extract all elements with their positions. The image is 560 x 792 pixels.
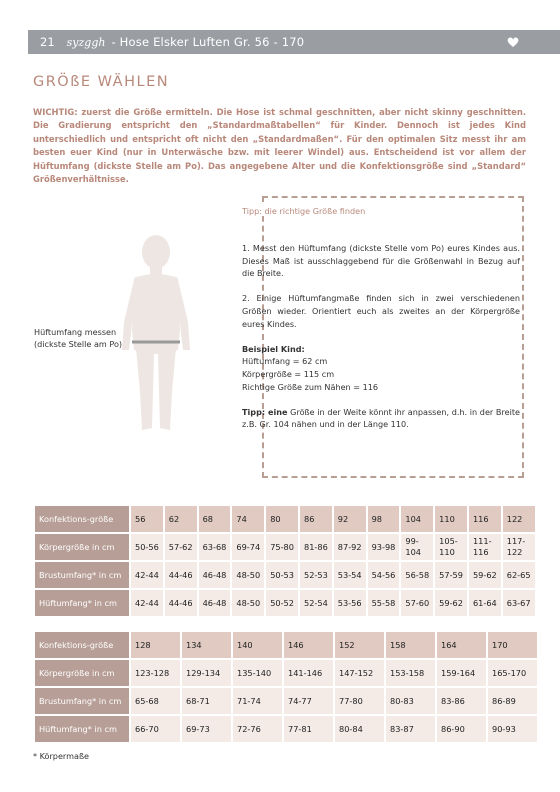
size-table-large	[33, 630, 539, 744]
document-title: - Hose Elsker Luften Gr. 56 - 170	[111, 35, 305, 49]
table-cell: 83-86	[437, 688, 486, 714]
example-line-3: Richtige Größe zum Nähen = 116	[242, 381, 379, 392]
table-cell: 72-76	[233, 716, 282, 742]
table-cell: 46-48	[199, 562, 231, 588]
table-cell: 59-62	[435, 590, 467, 616]
table-cell: 122	[503, 506, 535, 532]
example-line-1: Hüftumfang = 62 cm	[242, 356, 328, 367]
table-cell: 71-74	[233, 688, 282, 714]
table-row	[35, 506, 535, 532]
table-cell: 48-50	[232, 562, 264, 588]
table-cell: 80-84	[335, 716, 384, 742]
table-cell: 146	[284, 632, 333, 658]
table-cell: 57-60	[401, 590, 433, 616]
table-cell: 50-56	[131, 534, 163, 560]
table-cell: 56	[131, 506, 163, 532]
table-cell: 159-164	[437, 660, 486, 686]
table-cell: 74	[232, 506, 264, 532]
table-cell: 135-140	[233, 660, 282, 686]
table-cell: 61-64	[469, 590, 501, 616]
table-cell: 50-53	[266, 562, 298, 588]
table-cell: 116	[469, 506, 501, 532]
table-cell: 98	[368, 506, 400, 532]
table-cell: 62	[165, 506, 197, 532]
row-label: Konfektions-größe	[35, 632, 129, 658]
table-cell: 52-54	[300, 590, 332, 616]
table-cell: 86-90	[437, 716, 486, 742]
table-cell: 74-77	[284, 688, 333, 714]
table-cell: 170	[488, 632, 537, 658]
table-cell: 44-46	[165, 562, 197, 588]
row-label: Hüftumfang* in cm	[35, 590, 129, 616]
table-cell: 90-93	[488, 716, 537, 742]
table-cell: 99-104	[401, 534, 433, 560]
table-cell: 69-73	[182, 716, 231, 742]
footnote: * Körpermaße	[33, 751, 90, 761]
table-cell: 110	[435, 506, 467, 532]
table-cell: 77-81	[284, 716, 333, 742]
table-cell: 46-48	[199, 590, 231, 616]
table-cell: 147-152	[335, 660, 384, 686]
table-cell: 153-158	[386, 660, 435, 686]
child-silhouette-illustration	[112, 232, 200, 442]
table-cell: 68-71	[182, 688, 231, 714]
size-table-small	[33, 504, 537, 618]
table-cell: 92	[334, 506, 366, 532]
table-cell: 165-170	[488, 660, 537, 686]
table-cell: 123-128	[131, 660, 180, 686]
table-cell: 134	[182, 632, 231, 658]
table-cell: 77-80	[335, 688, 384, 714]
table-cell: 80	[266, 506, 298, 532]
table-cell: 105-110	[435, 534, 467, 560]
table-cell: 117-122	[503, 534, 535, 560]
table-cell: 53-54	[334, 562, 366, 588]
tip-note: Tipp: eine Größe in der Weite könnt ihr anpassen, d.h. in der Breite z.B. Gr. 104 nähen und in der Länge 110.	[242, 406, 520, 430]
table-cell: 87-92	[334, 534, 366, 560]
header-bar	[28, 30, 560, 54]
table-cell: 141-146	[284, 660, 333, 686]
table-cell: 63-67	[503, 590, 535, 616]
table-cell: 56-58	[401, 562, 433, 588]
table-cell: 86	[300, 506, 332, 532]
intro-text: WICHTIG: zuerst die Größe ermitteln. Die Hose ist schmal geschnitten, aber nicht skinny geschnitten. Die Gradierung entspricht den „Standardmaßtabellen“ für Kinder. Dennoch ist jedes Kind unterschiedlich und entspricht oft nicht den „Standardmaßen“. Für den optimalen Sitz messt ihr am besten euer Kind (nur in Unterwäsche bzw. mit leerer Windel) aus. Entscheidend ist vor allem der Hüftumfang (dickste Stelle am Po). Das angegebene Alter und die Konfektionsgröße sind „Standard“ Größenverhältnisse.	[33, 107, 526, 185]
example-line-2: Körpergröße = 115 cm	[242, 368, 335, 379]
table-cell: 93-98	[368, 534, 400, 560]
row-label: Körpergröße in cm	[35, 660, 129, 686]
table-cell: 152	[335, 632, 384, 658]
page-heading: GRÖßE WÄHLEN	[33, 74, 170, 90]
row-label: Körpergröße in cm	[35, 534, 129, 560]
table-cell: 86-89	[488, 688, 537, 714]
table-cell: 83-87	[386, 716, 435, 742]
table-cell: 140	[233, 632, 282, 658]
table-cell: 42-44	[131, 590, 163, 616]
table-cell: 68	[199, 506, 231, 532]
table-cell: 54-56	[368, 562, 400, 588]
table-cell: 69-74	[232, 534, 264, 560]
table-cell: 128	[131, 632, 180, 658]
table-cell: 129-134	[182, 660, 231, 686]
table-cell: 48-50	[232, 590, 264, 616]
table-cell: 63-68	[199, 534, 231, 560]
table-cell: 44-46	[165, 590, 197, 616]
table-cell: 52-53	[300, 562, 332, 588]
table-cell: 57-59	[435, 562, 467, 588]
page-number: 21	[40, 35, 55, 49]
tip-title: Tipp: die richtige Größe finden	[242, 206, 369, 216]
table-row	[35, 632, 537, 658]
table-cell: 80-83	[386, 688, 435, 714]
example-title: Beispiel Kind:	[242, 343, 305, 354]
row-label: Hüftumfang* in cm	[35, 716, 129, 742]
table-row	[35, 688, 537, 714]
table-cell: 53-56	[334, 590, 366, 616]
table-cell: 111-116	[469, 534, 501, 560]
row-label: Brustumfang* in cm	[35, 688, 129, 714]
table-cell: 57-62	[165, 534, 197, 560]
row-label: Brustumfang* in cm	[35, 562, 129, 588]
table-cell: 55-58	[368, 590, 400, 616]
table-cell: 164	[437, 632, 486, 658]
table-cell: 66-70	[131, 716, 180, 742]
table-row	[35, 562, 535, 588]
table-row	[35, 660, 537, 686]
table-cell: 59-62	[469, 562, 501, 588]
tip-box	[242, 196, 524, 478]
brand-logo: syzggh	[66, 35, 106, 49]
hip-measure-label: Hüftumfang messen (dickste Stelle am Po)	[34, 327, 123, 349]
table-cell: 75-80	[266, 534, 298, 560]
tip-step-2: 2. Einige Hüftumfangmaße finden sich in zwei verschiedenen Größen wieder. Orientiert euch als zweites an der Körpergröße eures Kindes.	[242, 293, 520, 329]
table-row	[35, 590, 535, 616]
table-cell: 81-86	[300, 534, 332, 560]
tip-body	[242, 242, 520, 431]
table-row	[35, 534, 535, 560]
heart-icon	[506, 35, 520, 49]
table-cell: 42-44	[131, 562, 163, 588]
tip-step-1: 1. Messt den Hüftumfang (dickste Stelle vom Po) eures Kindes aus. Dieses Maß ist ausschlaggebend für die Größenwahl in Bezug auf die Breite.	[242, 243, 520, 279]
row-label: Konfektions-größe	[35, 506, 129, 532]
table-cell: 104	[401, 506, 433, 532]
table-row	[35, 716, 537, 742]
table-cell: 158	[386, 632, 435, 658]
table-cell: 65-68	[131, 688, 180, 714]
table-cell: 62-65	[503, 562, 535, 588]
table-cell: 50-52	[266, 590, 298, 616]
